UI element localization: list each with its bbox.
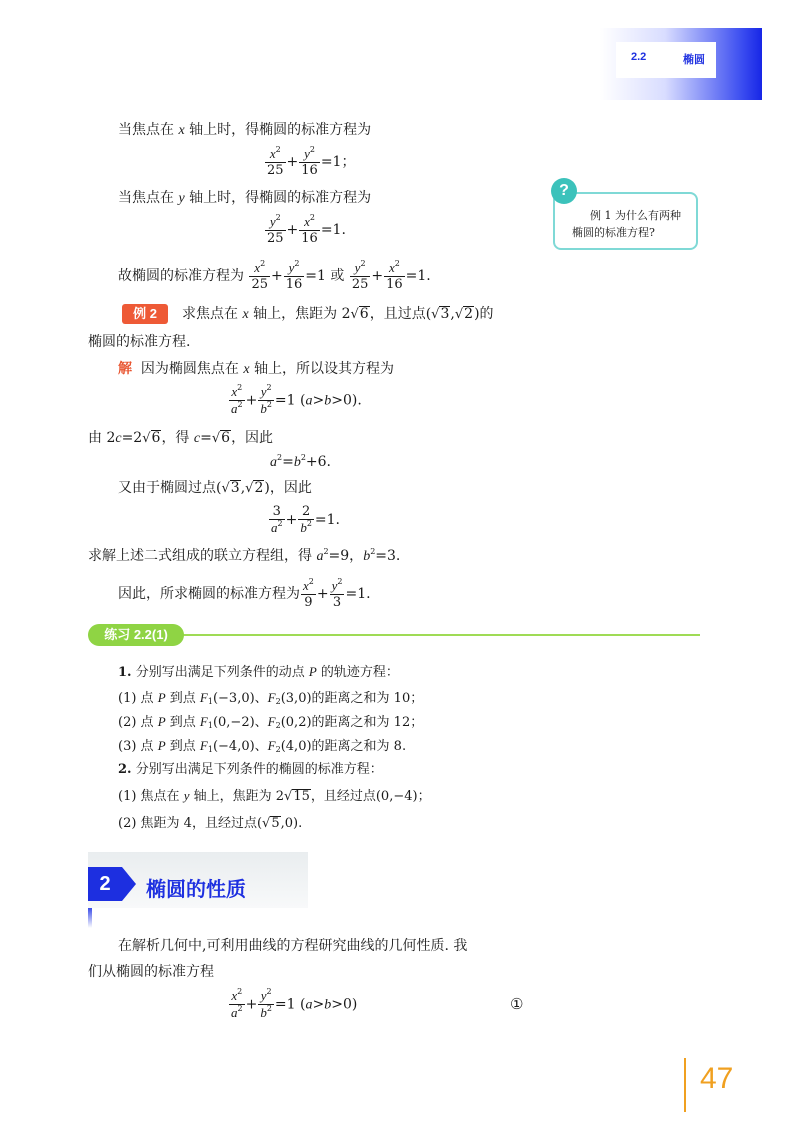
section-paragraph-1: 在解析几何中,可利用曲线的方程研究曲线的几何性质. 我 — [118, 938, 468, 954]
practice-q1a: (1) 点 P 到点 $F_1(-3,0)$、$F_2(3,0)$的距离之和为 10； — [118, 690, 424, 706]
section-paragraph-2: 们从椭圆的标准方程 — [88, 964, 214, 980]
solution-line-4: 求解上述二式组成的联立方程组，得 $a^2=9$，$b^2=3$. — [88, 547, 401, 564]
solution-line-3: 又由于椭圆过点(√3,√2)，因此 — [118, 480, 312, 496]
practice-q1: 1. 分别写出满足下列条件的动点 P 的轨迹方程： — [118, 664, 399, 680]
paragraph-x-axis-case: 当焦点在 x 轴上时，得椭圆的标准方程为 — [118, 122, 372, 138]
paragraph-y-axis-case: 当焦点在 y 轴上时，得椭圆的标准方程为 — [118, 190, 372, 206]
equation-point: $\frac{3}{a^2}$ + $\frac{2}{b^2}$ =1. — [271, 504, 341, 535]
example-prompt-cont: 椭圆的标准方程. — [88, 334, 191, 350]
solution-line-1: 解 因为椭圆焦点在 x 轴上，所以设其方程为 — [118, 360, 395, 377]
solution-line-2: 由 2c=2√6，得 c=√6，因此 — [88, 430, 274, 446]
page-number: 47 — [700, 1062, 734, 1095]
practice-badge: 练习 2.2(1) — [88, 624, 184, 646]
conclusion-lead: 故椭圆的标准方程为 — [118, 268, 244, 284]
practice-q2a: (1) 焦点在 y 轴上，焦距为 2√15，且经过点(0,−4)； — [118, 788, 431, 804]
equation-a-b-relation: $a^2=b^2+6$. — [270, 453, 332, 470]
practice-q2b: (2) 焦距为 4，且经过点(√5,0). — [118, 816, 303, 831]
solution-line-5: 因此，所求椭圆的标准方程为 $\frac{x^2}{9}$ + $\frac{y^2}{3}$ =1. — [118, 577, 371, 610]
equation-y-axis: $\frac{y^2}{25}$ + $\frac{x^2}{16}$ =1. — [267, 213, 346, 246]
section-accent-bar — [88, 908, 92, 928]
solution-result-lead: 因此，所求椭圆的标准方程为 — [118, 586, 300, 602]
practice-q1b: (2) 点 P 到点 $F_1(0,-2)$、$F_2(0,2)$的距离之和为 12； — [118, 714, 424, 730]
equation-x-axis: $\frac{x^2}{25}$ + $\frac{y^2}{16}$ =1； — [267, 145, 356, 178]
practice-q1c: (3) 点 P 到点 $F_1(-4,0)$、$F_2(4,0)$的距离之和为 8. — [118, 738, 407, 754]
solution-label: 解 — [118, 360, 132, 376]
section-number: 2 — [88, 867, 122, 901]
header-section-number: 2.2 — [631, 51, 647, 63]
conclusion-or: 或 — [330, 268, 345, 284]
equation-general: $\frac{x^2}{a^2}$ + $\frac{y^2}{b^2}$ =1 (a>b>0). — [231, 383, 362, 416]
question-text: 例 1 为什么有两种椭圆的标准方程? — [572, 209, 681, 239]
section-arrow-icon — [122, 867, 136, 901]
equation-standard-1: $\frac{x^2}{a^2}$ + $\frac{y^2}{b^2}$ =1 (a>b>0) — [231, 987, 358, 1020]
paragraph-conclusion: 故椭圆的标准方程为 $\frac{x^2}{25}$ + $\frac{y^2}{16}$ =1 或 $\frac{y^2}{25}$ + $\frac{x^2}{16}$ =1. — [118, 259, 431, 292]
header-section-title: 椭圆 — [683, 54, 705, 66]
equation-label: ① — [510, 995, 524, 1013]
section-title: 椭圆的性质 — [146, 879, 246, 901]
practice-q2: 2. 分别写出满足下列条件的椭圆的标准方程： — [118, 762, 383, 777]
page-number-bar — [684, 1058, 686, 1112]
practice-rule — [180, 634, 700, 636]
example-badge: 例 2 — [122, 304, 168, 324]
example-prompt: 求焦点在 x 轴上，焦距为 2√6，且过点(√3,√2)的 — [182, 306, 494, 322]
question-mark-icon: ? — [551, 178, 577, 204]
